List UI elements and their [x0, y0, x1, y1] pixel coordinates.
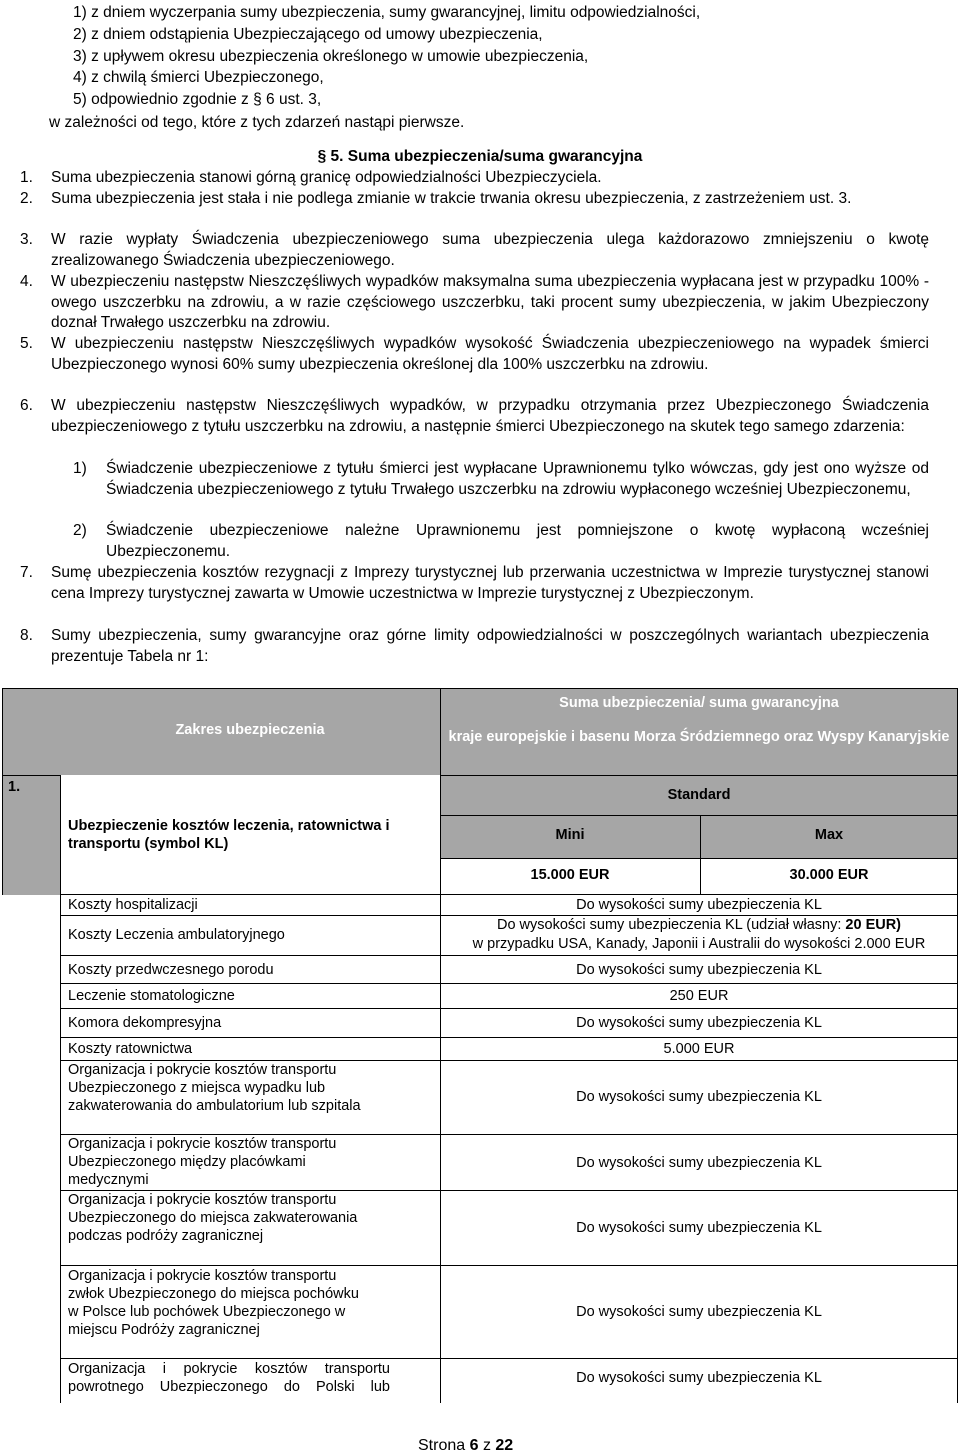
table-row-value: Do wysokości sumy ubezpieczenia KL — [576, 1015, 822, 1031]
table-row-value: Do wysokości sumy ubezpieczenia KL — [576, 1089, 822, 1105]
page-footer: Strona 6 z 22 — [418, 1437, 514, 1454]
para-text: W ubezpieczeniu następstw Nieszczęśliwych wypadków maksymalna suma ubezpieczenia wypłacana jest w przypadku 100% - owego uszczerbku na zdrowiu, a w razie częściowego uszczerbku, taki procent sumy ubezpieczenia, w jakim Ubezpieczony doznał Trwałego uszczerbku na zdrowiu. — [51, 273, 929, 331]
para-num: 2. — [20, 190, 33, 207]
para-text: W ubezpieczeniu następstw Nieszczęśliwych wypadków, w przypadku otrzymania przez Ubezpieczonego Świadczenia ubezpieczeniowego z tytułu uszczerbku na zdrowiu, a następnie śmierci Ubezpieczonego na skutek tego samego zdarzenia: — [51, 397, 929, 435]
table-row-value: Do wysokości sumy ubezpieczenia KL — [576, 1304, 822, 1320]
table-row-value: 5.000 EUR — [663, 1041, 735, 1057]
sum-header: Suma ubezpieczenia/ suma gwarancyjna — [559, 695, 839, 711]
table-row-value: Do wysokości sumy ubezpieczenia KL — [576, 1370, 822, 1386]
scope-header: Zakres ubezpieczenia — [175, 722, 325, 738]
table-row-value: Do wysokości sumy ubezpieczenia KL — [576, 897, 822, 913]
intro-item: 5) odpowiednio zgodnie z § 6 ust. 3, — [73, 91, 322, 108]
para-num: 1. — [20, 169, 33, 186]
section-title: § 5. Suma ubezpieczenia/suma gwarancyjna — [317, 148, 643, 165]
region-header: kraje europejskie i basenu Morza Śródziemnego oraz Wyspy Kanaryjskie — [448, 729, 950, 745]
para-num: 3. — [20, 231, 33, 248]
intro-tail: w zależności od tego, które z tych zdarzeń nastąpi pierwsze. — [49, 114, 465, 131]
para-num: 6. — [20, 397, 33, 414]
table-row-label: Koszty hospitalizacji — [68, 897, 198, 913]
sub-item-num: 1) — [73, 460, 87, 477]
intro-item: 4) z chwilą śmierci Ubezpieczonego, — [73, 69, 324, 86]
table-row-label: Organizacja i pokrycie kosztów transportu Ubezpieczonego z miejsca wypadku lub zakwaterowania do ambulatorium lub szpitala — [68, 1062, 361, 1114]
table-row-value: Do wysokości sumy ubezpieczenia KL — [576, 962, 822, 978]
table-row-label: Koszty przedwczesnego porodu — [68, 962, 274, 978]
para-text: W ubezpieczeniu następstw Nieszczęśliwych wypadków wysokość Świadczenia ubezpieczeniowego na wypadek śmierci Ubezpieczonego wynosi 60% sumy ubezpieczenia określonej dla 100% uszczerbku na zdrowiu. — [51, 335, 929, 373]
sub-item-text: Świadczenie ubezpieczeniowe należne Uprawnionemu jest pomniejszone o kwotę wypłaconą wcześniej Ubezpieczonemu. — [106, 522, 929, 560]
intro-item: 2) z dniem odstąpienia Ubezpieczającego od umowy ubezpieczenia, — [73, 26, 543, 43]
max-value: 30.000 EUR — [789, 867, 869, 883]
mini-value: 15.000 EUR — [530, 867, 610, 883]
table-row-label: Leczenie stomatologiczne — [68, 988, 235, 1004]
variant-header: Standard — [667, 787, 731, 803]
para-text: Suma ubezpieczenia stanowi górną granicę odpowiedzialności Ubezpieczyciela. — [51, 169, 602, 186]
para-num: 7. — [20, 564, 33, 581]
table-row-value: 250 EUR — [669, 988, 729, 1004]
para-text: Sumy ubezpieczenia, sumy gwarancyjne oraz górne limity odpowiedzialności w poszczególnych wariantach ubezpieczenia prezentuje Tabela nr 1: — [51, 627, 929, 665]
table-row-label: Organizacja i pokrycie kosztów transportu Ubezpieczonego między placówkami medycznymi — [68, 1136, 337, 1188]
para-text: Suma ubezpieczenia jest stała i nie podlega zmianie w trakcie trwania okresu ubezpieczenia, z zastrzeżeniem ust. 3. — [51, 190, 852, 207]
table-row-value: Do wysokości sumy ubezpieczenia KL — [576, 1220, 822, 1236]
row-number: 1. — [8, 779, 21, 795]
table-row-label: Koszty Leczenia ambulatoryjnego — [68, 927, 285, 943]
table-row-label: Organizacja i pokrycie kosztów transportu Ubezpieczonego do miejsca zakwaterowania podczas podróży zagranicznej — [68, 1192, 358, 1244]
sub-item-num: 2) — [73, 522, 87, 539]
table-row-value-note: w przypadku USA, Kanady, Japonii i Australii do wysokości 2.000 EUR — [472, 936, 926, 952]
sub-item-text: Świadczenie ubezpieczeniowe z tytułu śmierci jest wypłacane Uprawnionemu tylko wówczas, gdy jest ono wyższe od Świadczenia ubezpieczeniowego z tytułu Trwałego uszczerbku na zdrowiu wypłaconego wcześniej Ubezpieczonemu, — [106, 460, 929, 498]
para-num: 4. — [20, 273, 33, 290]
table-row-label: Organizacja i pokrycie kosztów transportu powrotnego Ubezpieczonego do Polski lub — [68, 1361, 390, 1395]
para-num: 5. — [20, 335, 33, 352]
intro-item: 3) z upływem okresu ubezpieczenia określonego w umowie ubezpieczenia, — [73, 48, 589, 65]
table-row-label: Koszty ratownictwa — [68, 1041, 193, 1057]
intro-item: 1) z dniem wyczerpania sumy ubezpieczenia, sumy gwarancyjnej, limitu odpowiedzialności, — [73, 4, 701, 21]
para-text: Sumę ubezpieczenia kosztów rezygnacji z Imprezy turystycznej lub przerwania uczestnictwa w Imprezie turystycznej stanowi cena Imprezy turystycznej zawarta w Umowie uczestnictwa w Imprezie turystycznej z Ubezpieczonym. — [51, 564, 929, 602]
section-label: Ubezpieczenie kosztów leczenia, ratownictwa i transportu (symbol KL) — [68, 818, 390, 852]
table-row-value: Do wysokości sumy ubezpieczenia KL — [576, 1155, 822, 1171]
para-num: 8. — [20, 627, 33, 644]
mini-header: Mini — [555, 827, 585, 843]
table-row-label: Organizacja i pokrycie kosztów transportu zwłok Ubezpieczonego do miejsca pochówku w Polsce lub pochówek Ubezpieczonego w miejscu Podróży zagranicznej — [68, 1268, 359, 1338]
max-header: Max — [814, 827, 844, 843]
table-row-value: Do wysokości sumy ubezpieczenia KL (udział własny: 20 EUR) — [496, 917, 902, 933]
para-text: W razie wypłaty Świadczenia ubezpieczeniowego suma ubezpieczenia ulega każdorazowo zmniejszeniu o kwotę zrealizowanego Świadczenia ubezpieczeniowego. — [51, 231, 929, 269]
table-row-label: Komora dekompresyjna — [68, 1015, 222, 1031]
